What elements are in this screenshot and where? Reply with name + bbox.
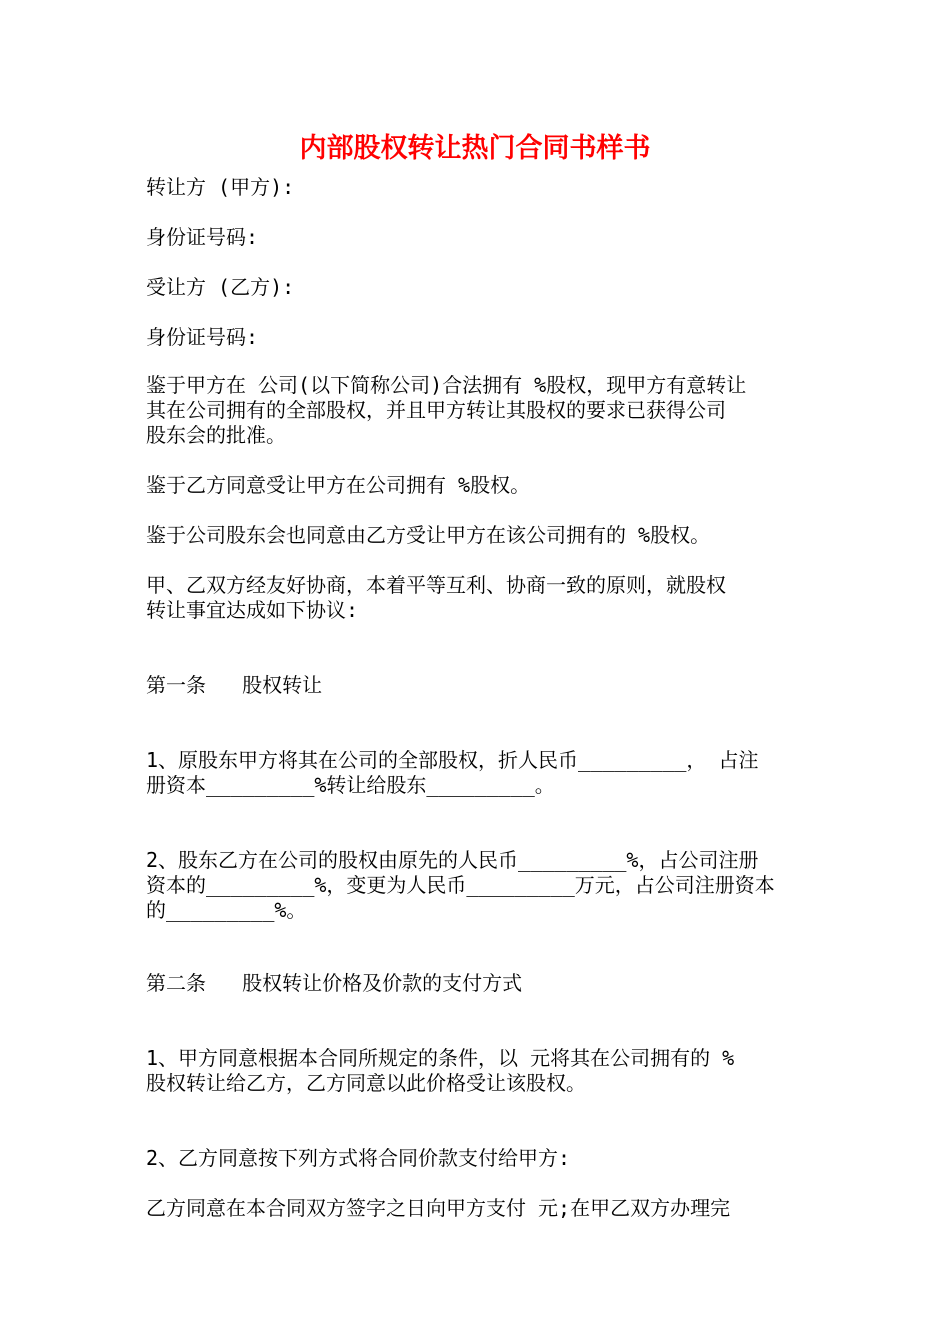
text-line: 身份证号码: — [146, 225, 259, 249]
text-line: 乙方同意在本合同双方签字之日向甲方支付 元;在甲乙双方办理完 — [146, 1196, 731, 1220]
text-line: 册资本_________%转让给股东_________。 — [146, 773, 555, 797]
payment-terms-paragraph — [146, 1196, 808, 1221]
text-line: 转让事宜达成如下协议: — [146, 598, 359, 622]
text-line: 鉴于公司股东会也同意由乙方受让甲方在该公司拥有的 %股权。 — [146, 523, 711, 547]
recital-paragraph-3 — [146, 523, 808, 548]
text-line: 身份证号码: — [146, 325, 259, 349]
text-line: 股东会的批准。 — [146, 423, 286, 447]
text-line: 受让方 (乙方): — [146, 275, 295, 299]
article-1-heading — [146, 673, 808, 698]
text-line: 其在公司拥有的全部股权，并且甲方转让其股权的要求已获得公司 — [146, 398, 726, 422]
transferor-id-line — [146, 225, 808, 250]
text-line: 2、乙方同意按下列方式将合同价款支付给甲方: — [146, 1146, 571, 1170]
text-line: 第一条 股权转让 — [146, 673, 323, 697]
transferee-id-line — [146, 325, 808, 350]
text-line: 股权转让给乙方，乙方同意以此价格受让该股权。 — [146, 1071, 586, 1095]
text-line: 1、原股东甲方将其在公司的全部股权，折人民币_________， 占注 — [146, 748, 759, 772]
document-title: 内部股权转让热门合同书样书 — [299, 133, 651, 164]
transferee-party-line — [146, 275, 808, 300]
text-line: 鉴于乙方同意受让甲方在公司拥有 %股权。 — [146, 473, 531, 497]
article-2-clause-2 — [146, 1146, 808, 1171]
text-line: 2、股东乙方在公司的股权由原先的人民币_________%，占公司注册 — [146, 848, 759, 872]
text-line: 1、甲方同意根据本合同所规定的条件，以 元将其在公司拥有的 % — [146, 1046, 735, 1070]
transferor-party-line — [146, 175, 808, 200]
text-line: 的_________%。 — [146, 898, 307, 922]
text-line: 第二条 股权转让价格及价款的支付方式 — [146, 971, 523, 995]
article-2-heading — [146, 971, 808, 996]
text-line: 鉴于甲方在 公司(以下简称公司)合法拥有 %股权，现甲方有意转让 — [146, 373, 747, 397]
agreement-intro-paragraph — [146, 573, 808, 623]
article-1-clause-2 — [146, 848, 808, 923]
article-2-clause-1 — [146, 1046, 808, 1096]
text-line: 转让方 (甲方): — [146, 175, 295, 199]
text-line: 甲、乙双方经友好协商，本着平等互利、协商一致的原则，就股权 — [146, 573, 726, 597]
article-1-clause-1 — [146, 748, 808, 798]
recital-paragraph-2 — [146, 473, 808, 498]
text-line: 资本的_________%，变更为人民币_________万元，占公司注册资本 — [146, 873, 775, 897]
recital-paragraph-1 — [146, 373, 808, 448]
